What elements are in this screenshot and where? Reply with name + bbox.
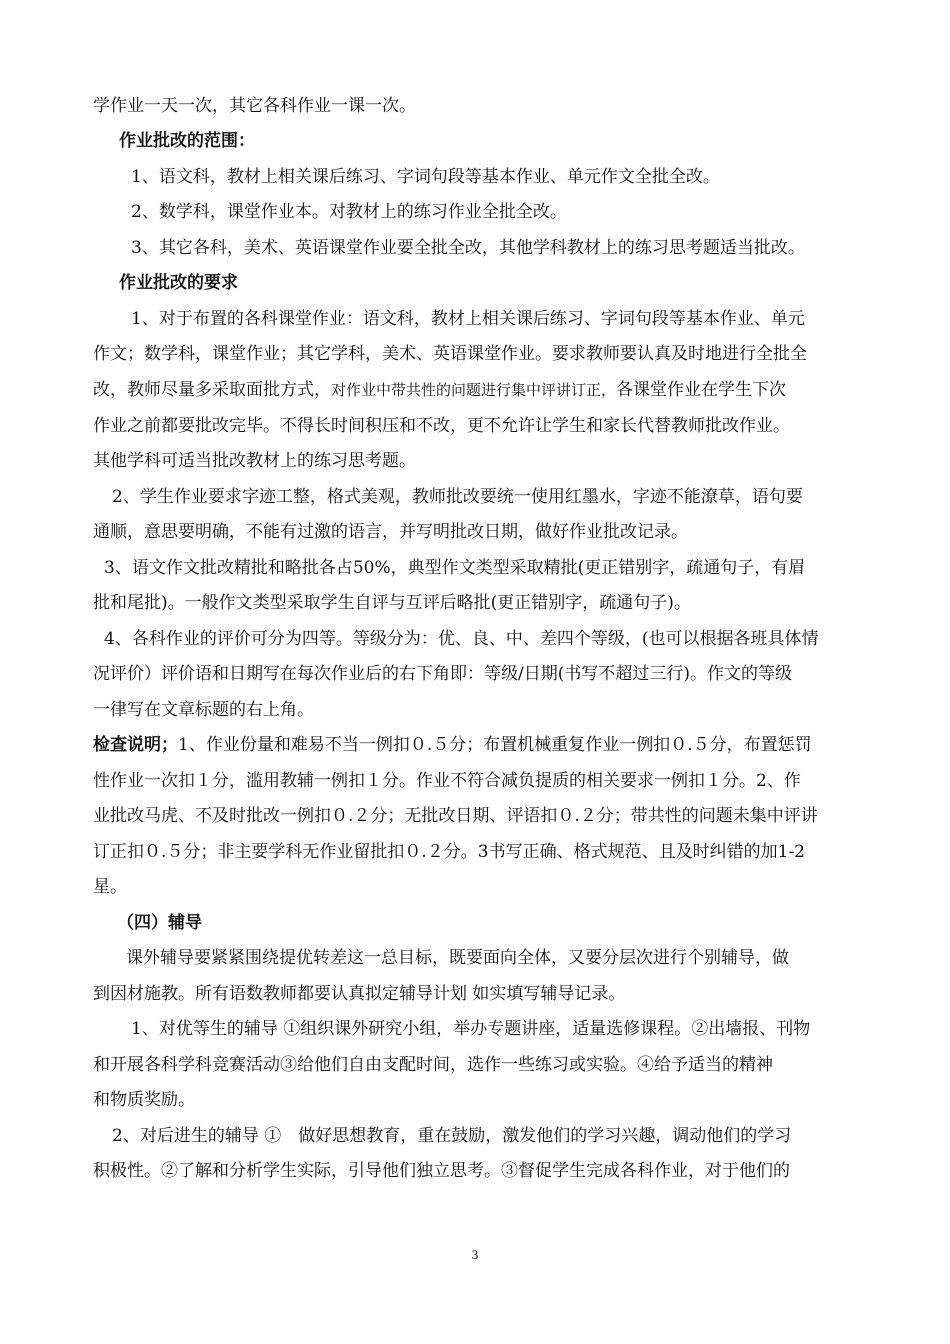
text-line: 其他学科可适当批改教材上的练习思考题。 <box>93 451 416 471</box>
text-line: 星。 <box>93 877 127 897</box>
text-segment: 各课堂作业在学生下次 <box>616 380 787 400</box>
text-segment: 1、作业份量和难易不当一例扣０.５分；布置机械重复作业一例扣０.５分，布置惩罚 <box>178 735 812 755</box>
text-line: 课外辅导要紧紧围绕提优转差这一总目标，既要面向全体，又要分层次进行个别辅导，做 <box>126 948 789 968</box>
text-line: 性作业一次扣１分，滥用教辅一例扣１分。作业不符合减负提质的相关要求一例扣１分。2、作 <box>93 771 801 791</box>
section-heading: 作业批改的要求 <box>119 273 238 293</box>
text-line: 作业之前都要批改完毕。不得长时间积压和不改，更不允许让学生和家长代替教师批改作业。 <box>93 416 790 436</box>
text-line: 订正扣０.５分；非主要学科无作业留批扣０.２分。3书写正确、格式规范、且及时纠错的加1-2 <box>93 842 805 862</box>
text-line: 1、对于布置的各科课堂作业：语文科，教材上相关课后练习、字词句段等基本作业、单元 <box>131 309 805 329</box>
text-line: 1、语文科，教材上相关课后练习、字词句段等基本作业、单元作文全批全改。 <box>131 167 720 187</box>
text-line: 3、语文作文批改精批和略批各占50%，典型作文类型采取精批(更正错别字，疏通句子，有眉 <box>104 558 806 578</box>
text-line: 和物质奖励。 <box>93 1090 195 1110</box>
text-line: 批和尾批)。一般作文类型采取学生自评与互评后略批(更正错别字，疏通句子)。 <box>93 593 691 613</box>
section-heading: （四）辅导 <box>117 913 202 933</box>
text-line: 况评价）评价语和日期写在每次作业后的右下角即：等级/日期(书写不超过三行)。作文的等级 <box>93 664 792 684</box>
text-line <box>93 379 863 401</box>
text-line: 业批改马虎、不及时批改一例扣０.２分；无批改日期、评语扣０.２分；带共性的问题未集中评讲 <box>93 806 818 826</box>
text-line: 学作业一天一次，其它各科作业一课一次。 <box>93 96 416 116</box>
text-line: 4、各科作业的评价可分为四等。等级分为：优、良、中、差四个等级，(也可以根据各班具体情 <box>104 629 819 649</box>
text-line: 3、其它各科，美术、英语课堂作业要全批全改，其他学科教材上的练习思考题适当批改。 <box>131 238 805 258</box>
text-line: 1、对优等生的辅导 ①组织课外研究小组，举办专题讲座，适量选修课程。②出墙报、刊物 <box>131 1019 811 1039</box>
page-number: 3 <box>471 1247 479 1262</box>
text-line: 一律写在文章标题的右上角。 <box>93 700 314 720</box>
section-heading: 作业批改的范围： <box>119 131 255 151</box>
text-line: 2、学生作业要求字迹工整，格式美观，教师批改要统一使用红墨水，字迹不能潦草，语句要 <box>112 487 803 507</box>
text-line: 积极性。②了解和分析学生实际，引导他们独立思考。③督促学生完成各科作业，对于他们的 <box>93 1161 790 1181</box>
text-segment-small: 对作业中带共性的问题进行集中评讲订正， <box>331 381 617 399</box>
text-line: 2、对后进生的辅导 ① 做好思想教育，重在鼓励，激发他们的学习兴趣，调动他们的学习 <box>112 1126 792 1146</box>
text-line: 到因材施教。所有语数教师都要认真拟定辅导计划 如实填写辅导记录。 <box>93 984 626 1004</box>
inspection-label: 检查说明； <box>93 735 178 755</box>
text-line <box>93 734 863 756</box>
text-segment: 改，教师尽量多采取面批方式， <box>93 380 331 400</box>
text-line: 和开展各科学科竞赛活动③给他们自由支配时间，选作一些练习或实验。④给予适当的精神 <box>93 1055 773 1075</box>
text-line: 2、数学科，课堂作业本。对教材上的练习作业全批全改。 <box>131 202 567 222</box>
text-line: 作文；数学科，课堂作业；其它学科，美术、英语课堂作业。要求教师要认真及时地进行全批全 <box>93 344 807 364</box>
text-line: 通顺，意思要明确，不能有过激的语言，并写明批改日期，做好作业批改记录。 <box>93 522 688 542</box>
